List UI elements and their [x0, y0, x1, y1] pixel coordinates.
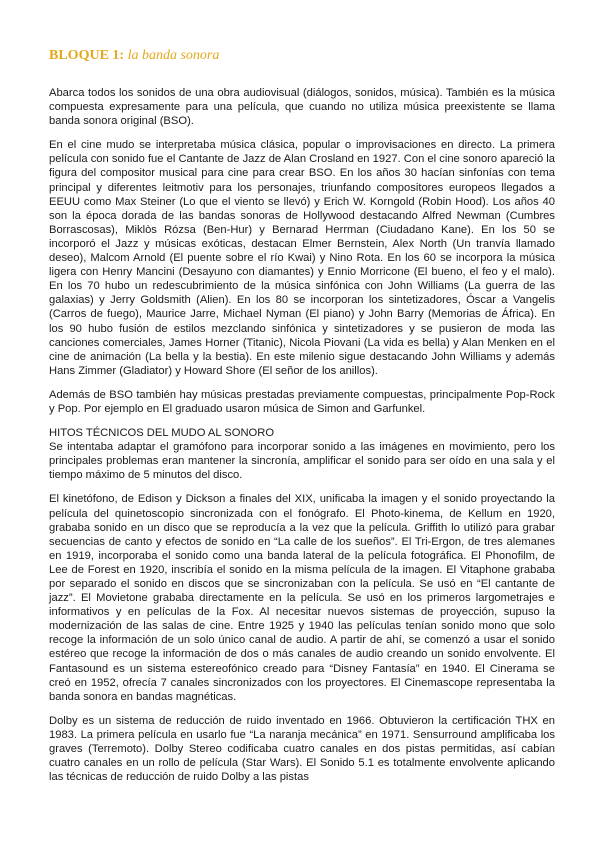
block-title-subtitle: la banda sonora — [127, 48, 220, 63]
paragraph-sound-systems: El kinetófono, de Edison y Dickson a finales del XIX, unificaba la imagen y el sonido proyectando la película del quinetoscopio sincronizada con el fonógrafo. El Photo-kinema, de Kellum en 1920, grababa sonido en un disco que se reproducía a la vez que la película. Griffith lo utilizó para grabar secuencias de canto y efectos de sonido en “La calle de los sueños”. El Tri-Ergon, de tres alemanes en 1919, incorporaba el sonido como una banda lateral de la película fotográfica. El Phonofilm, de Lee de Forest en 1920, inscribía el sonido en la misma película de la imagen. El Vitaphone grababa por separado el sonido en discos que se sincronizaban con la película. Se usó en “El cantante de jazz”. El Movietone grababa directamente en la película. Se usó en los primeros largometrajes e informativos y en películas de la Fox. Al necesitar nuevos sistemas de proyección, supuso la modernización de las salas de cine. Entre 1925 y 1940 las películas tenían sonido mono que solo recoge la información de un solo único canal de audio. A partir de ahí, se comenzó a usar el sonido estéreo que recoge la información de dos o más canales de audio creando un sonido envolvente. El Fantasound es un sistema estereofónico creado para “Disney Fantasía” en 1940. El Cinerama se creó en 1952, ofrecía 7 canales sincronizados con los proyectores. El Cinemascope representaba la banda sonora en bandas magnéticas. — [49, 493, 555, 703]
paragraph-borrowed-music: Además de BSO también hay músicas prestadas previamente compuestas, principalmente Pop-Rock y Pop. Por ejemplo en El graduado usaron música de Simon and Garfunkel. — [49, 388, 555, 415]
block-title — [49, 48, 555, 64]
block-title-label: BLOQUE 1: — [49, 48, 125, 63]
paragraph-history: En el cine mudo se interpretaba música clásica, popular o improvisaciones en directo. La primera película con sonido fue el Cantante de Jazz de Alan Crosland en 1927. Con el cine sonoro apareció la figura del compositor musical para cine para crear BSO. En los años 30 hacían sinfonías con tema principal y diferentes leitmotiv para los personajes, triunfando compositores europeos llegados a EEUU como Max Steiner (Lo que el viento se llevó) y Erich W. Korngold (Robin Hood). Los años 40 son la época dorada de las bandas sonoras de Hollywood destacando Alfred Newman (Cumbres Borrascosas), Miklòs Rózsa (Ben-Hur) y Bernarad Herrman (Ciudadano Kane). En los 50 se incorporó el Jazz y músicas exóticas, destacan Elmer Bernstein, Alex North (Un tranvía llamado deseo), Malcom Arnold (El puente sobre el río Kwai) y Nino Rota. En los 60 se incorpora la música ligera con Henry Mancini (Desayuno con diamantes) y Ennio Morricone (El bueno, el feo y el malo). En los 70 hubo un redescubrimiento de la música sinfónica con John Williams (La guerra de las galaxias) y Jerry Goldsmith (Alien). En los 80 se incorporan los sintetizadores, Óscar a Vangelis (Carros de fuego), Maurice Jarre, Michael Nyman (El piano) y John Barry (Memorias de África). En los 90 hubo fusión de estilos mezclando sinfónica y sintetizadores y se pusieron de moda las canciones comerciales, James Horner (Titanic), Nicola Piovani (La vida es bella) y Alan Menken en el cine de animación (La bella y la bestia). En este milenio sigue destacando John Williams y además Hans Zimmer (Gladiator) y Howard Shore (El señor de los anillos). — [49, 139, 555, 377]
paragraph-definition: Abarca todos los sonidos de una obra audiovisual (diálogos, sonidos, música). También es la música compuesta expresamente para una película, que cuando no utiliza música preexistente se llama banda sonora original (BSO). — [49, 87, 555, 128]
document-page — [49, 48, 555, 794]
section-heading: HITOS TÉCNICOS DEL MUDO AL SONORO — [49, 427, 275, 440]
paragraph-gramophone: Se intentaba adaptar el gramófono para incorporar sonido a las imágenes en movimiento, pero los principales problemas eran mantener la sincronía, amplificar el sonido para ser oído en una sala y el tiempo máximo de 5 minutos del disco. — [49, 441, 555, 482]
paragraph-dolby: Dolby es un sistema de reducción de ruido inventado en 1966. Obtuvieron la certificación THX en 1983. La primera película en usarlo fue “La naranja mecánica” en 1971. Sensurround amplificaba los graves (Terremoto). Dolby Stereo codificaba cuatro canales en dos pistas permitidas, así cabían cuatro canales en un rollo de película (Star Wars). El Sonido 5.1 es totalmente envolvente aplicando las técnicas de reducción de ruido Dolby a las pistas — [49, 714, 555, 784]
